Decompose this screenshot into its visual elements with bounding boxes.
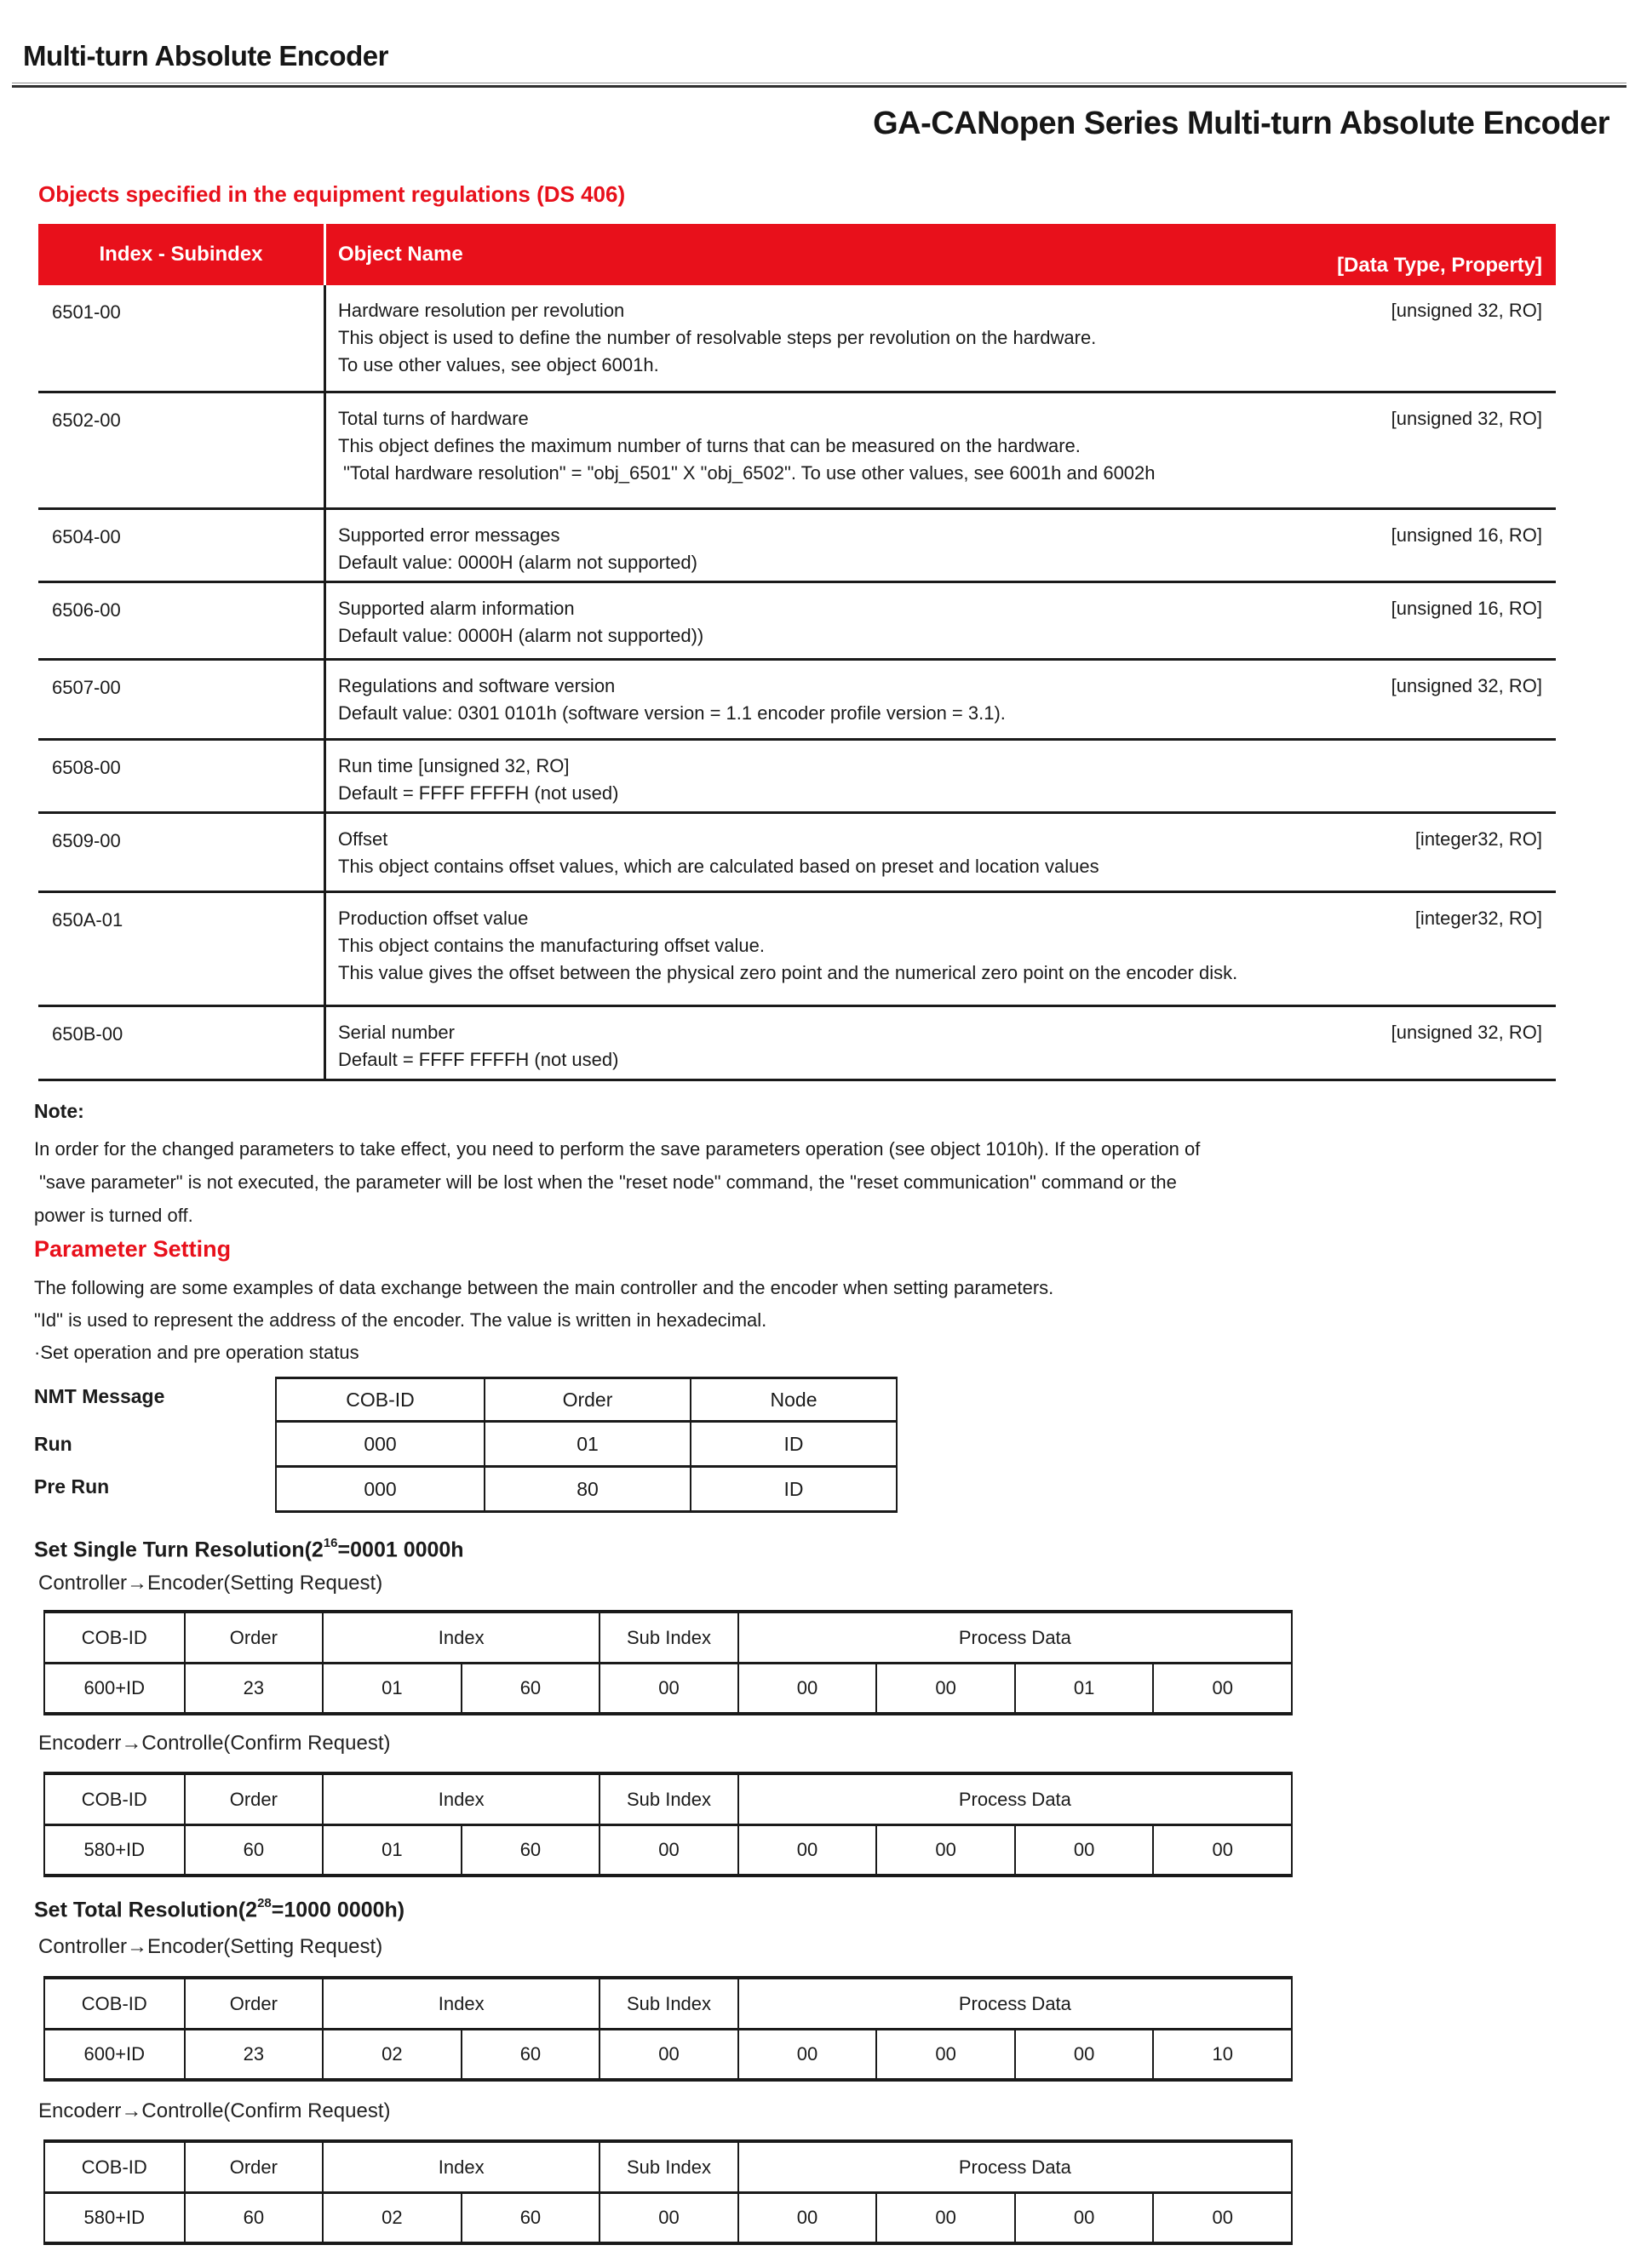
msg-header-cob-id: COB-ID: [45, 1613, 184, 1664]
msg-cell: 02: [322, 2194, 461, 2242]
msg-header-cob-id: COB-ID: [45, 1775, 184, 1826]
object-name: Regulations and software version: [338, 675, 616, 696]
object-body: [326, 1007, 1556, 1079]
msg-header-sub-index: Sub Index: [599, 1613, 737, 1664]
heading-superscript: 16: [323, 1536, 338, 1550]
object-name: Total turns of hardware: [338, 408, 529, 429]
heading-text: =1000 0000h): [271, 1898, 405, 1922]
object-type: [integer32, RO]: [1414, 908, 1542, 929]
object-body: [326, 741, 1556, 811]
msg-header-cob-id: COB-ID: [45, 1979, 184, 2030]
nmt-cell: ID: [690, 1420, 896, 1465]
object-body: [326, 285, 1556, 391]
msg-cell: 60: [461, 1826, 600, 1874]
msg-cell: 00: [1152, 1664, 1291, 1712]
column-header-data-type-property: [Data Type, Property]: [1337, 254, 1542, 277]
object-name: Supported error messages: [338, 524, 560, 546]
table-row: [38, 285, 1556, 391]
intro-line: "Id" is used to represent the address of the encoder. The value is written in hexadecimal.: [34, 1309, 767, 1331]
msg-header-sub-index: Sub Index: [599, 2143, 737, 2194]
object-body: [326, 893, 1556, 1005]
msg-cell: 00: [737, 1826, 876, 1874]
msg-cell: 60: [184, 2194, 323, 2242]
msg-cell: 00: [875, 2194, 1014, 2242]
object-index: 6509-00: [38, 814, 326, 891]
heading-text: Set Single Turn Resolution(2: [34, 1538, 324, 1562]
object-description: This object is used to define the number of resolvable steps per revolution on the hardware.: [338, 327, 1097, 348]
note-line: In order for the changed parameters to take effect, you need to perform the save parameters operation (see object 1010h). If the operation of: [34, 1138, 1201, 1160]
nmt-message-label: NMT Message: [34, 1385, 165, 1407]
object-description: Default value: 0000H (alarm not supported)): [338, 625, 704, 646]
nmt-cell: 000: [277, 1465, 484, 1510]
sdo-table-set-single-confirm: [43, 1772, 1293, 1877]
msg-cell: 60: [461, 2030, 600, 2078]
object-type: [unsigned 16, RO]: [1391, 598, 1542, 619]
object-description: "Total hardware resolution" = "obj_6501" X "obj_6502". To use other values, see 6001h and 6002h: [338, 462, 1156, 484]
object-name: Hardware resolution per revolution: [338, 300, 625, 321]
object-type: [unsigned 16, RO]: [1391, 524, 1542, 546]
msg-cell: 00: [1152, 2194, 1291, 2242]
column-header-object-name: Object Name: [338, 243, 463, 266]
msg-cell: 00: [737, 2030, 876, 2078]
title-rule: [12, 83, 1626, 88]
msg-header-index: Index: [322, 1979, 599, 2030]
msg-cell: 60: [184, 1826, 323, 1874]
msg-cell: 00: [875, 2030, 1014, 2078]
object-body: [326, 510, 1556, 581]
page-subtitle: GA-CANopen Series Multi-turn Absolute Encoder: [873, 106, 1609, 141]
object-index: 6501-00: [38, 285, 326, 391]
msg-cell: 00: [599, 1664, 737, 1712]
object-description: This object contains offset values, which are calculated based on preset and location values: [338, 856, 1099, 877]
intro-line: The following are some examples of data exchange between the main controller and the encoder when setting parameters.: [34, 1277, 1054, 1298]
table-row: [38, 811, 1556, 891]
note-label: Note:: [34, 1100, 84, 1122]
msg-cell: 01: [322, 1664, 461, 1712]
msg-header-process-data: Process Data: [737, 1613, 1291, 1664]
object-index: 6502-00: [38, 393, 326, 507]
parameter-setting-heading: Parameter Setting: [34, 1236, 232, 1262]
object-description: This value gives the offset between the physical zero point and the numerical zero point on the encoder disk.: [338, 962, 1238, 983]
msg-header-index: Index: [322, 1613, 599, 1664]
object-name: Offset: [338, 828, 388, 850]
msg-cell: 01: [1014, 1664, 1153, 1712]
msg-cell: 00: [1014, 2030, 1153, 2078]
nmt-section: [34, 1377, 971, 1521]
msg-cell: 580+ID: [83, 1839, 146, 1860]
object-body: [326, 393, 1556, 507]
table-row: [38, 581, 1556, 658]
object-description: Default value: 0301 0101h (software version = 1.1 encoder profile version = 3.1).: [338, 702, 1006, 724]
nmt-header-cob-id: COB-ID: [346, 1388, 415, 1411]
object-description: Default value: 0000H (alarm not supported): [338, 552, 697, 573]
table-row: [38, 738, 1556, 811]
msg-cell: 00: [599, 1826, 737, 1874]
msg-cell: 00: [875, 1664, 1014, 1712]
msg-header-cob-id: COB-ID: [45, 2143, 184, 2194]
msg-header-process-data: Process Data: [737, 1775, 1291, 1826]
nmt-cell: ID: [690, 1465, 896, 1510]
single-turn-resolution-heading: [34, 1538, 464, 1562]
msg-cell: 02: [322, 2030, 461, 2078]
msg-cell: 23: [184, 1664, 323, 1712]
objects-table-header: [38, 224, 1556, 285]
total-resolution-heading: [34, 1898, 404, 1922]
sdo-table-set-total-request: [43, 1976, 1293, 2082]
msg-header-order: Order: [184, 1979, 323, 2030]
msg-header-sub-index: Sub Index: [599, 1979, 737, 2030]
object-body: [326, 814, 1556, 891]
nmt-table: [275, 1377, 898, 1513]
object-index: 650A-01: [38, 893, 326, 1005]
object-type: [unsigned 32, RO]: [1391, 300, 1542, 321]
object-description: This object defines the maximum number of turns that can be measured on the hardware.: [338, 435, 1081, 456]
object-type: [integer32, RO]: [1414, 828, 1542, 850]
nmt-cell: 80: [484, 1465, 690, 1510]
note-section: [34, 1100, 1609, 1232]
parameter-intro: [34, 1272, 1053, 1369]
table-row: [38, 1005, 1556, 1079]
objects-table: [38, 224, 1556, 1081]
msg-header-order: Order: [184, 2143, 323, 2194]
msg-header-sub-index: Sub Index: [599, 1775, 737, 1826]
note-line: "save parameter" is not executed, the parameter will be lost when the "reset node" command, the "reset communication" command or the: [34, 1171, 1177, 1193]
msg-cell: 600+ID: [83, 1677, 146, 1698]
sdo-table-set-total-confirm: [43, 2139, 1293, 2245]
nmt-header-order: Order: [484, 1379, 690, 1420]
nmt-header-node: Node: [690, 1379, 896, 1420]
msg-cell: 00: [1014, 2194, 1153, 2242]
object-body: [326, 583, 1556, 658]
object-index: 6507-00: [38, 661, 326, 738]
object-name: Production offset value: [338, 908, 529, 929]
object-description: To use other values, see object 6001h.: [338, 354, 659, 375]
msg-header-process-data: Process Data: [737, 2143, 1291, 2194]
objects-section-heading: Objects specified in the equipment regulations (DS 406): [38, 181, 626, 207]
object-type: [unsigned 32, RO]: [1391, 1022, 1542, 1043]
msg-cell: 00: [599, 2194, 737, 2242]
object-type: [unsigned 32, RO]: [1391, 408, 1542, 429]
msg-header-index: Index: [322, 1775, 599, 1826]
msg-cell: 60: [461, 2194, 600, 2242]
msg-header-index: Index: [322, 2143, 599, 2194]
msg-header-process-data: Process Data: [737, 1979, 1291, 2030]
pre-run-label: Pre Run: [34, 1475, 110, 1498]
column-header-index-subindex: Index - Subindex: [38, 224, 326, 285]
object-name: Supported alarm information: [338, 598, 575, 619]
object-index: 6508-00: [38, 741, 326, 811]
nmt-cell: 01: [484, 1420, 690, 1465]
heading-text: Set Total Resolution(2: [34, 1898, 258, 1922]
heading-superscript: 28: [257, 1896, 272, 1910]
object-index: 6504-00: [38, 510, 326, 581]
object-description: This object contains the manufacturing offset value.: [338, 935, 765, 956]
table-row: [38, 507, 1556, 581]
msg-header-order: Order: [184, 1613, 323, 1664]
msg-cell: 00: [875, 1826, 1014, 1874]
msg-cell: 23: [184, 2030, 323, 2078]
msg-cell: 600+ID: [83, 2043, 146, 2065]
object-description: Default = FFFF FFFFH (not used): [338, 782, 619, 804]
note-line: power is turned off.: [34, 1205, 193, 1226]
object-type: [unsigned 32, RO]: [1391, 675, 1542, 696]
object-name: Serial number: [338, 1022, 455, 1043]
msg-cell: 60: [461, 1664, 600, 1712]
encoder-to-controller-label: Encoderr→Controlle(Confirm Request): [38, 1732, 391, 1755]
sdo-table-set-single-request: [43, 1610, 1293, 1715]
msg-cell: 00: [599, 2030, 737, 2078]
encoder-to-controller-label: Encoderr→Controlle(Confirm Request): [38, 2099, 391, 2122]
object-index: 650B-00: [38, 1007, 326, 1079]
bullet-set-operation: ·Set operation and pre operation status: [34, 1342, 359, 1363]
object-body: [326, 661, 1556, 738]
msg-header-order: Order: [184, 1775, 323, 1826]
run-label: Run: [34, 1433, 72, 1455]
msg-cell: 00: [737, 1664, 876, 1712]
msg-cell: 00: [737, 2194, 876, 2242]
object-description: Default = FFFF FFFFH (not used): [338, 1049, 619, 1070]
table-row: [38, 658, 1556, 738]
object-name: Run time [unsigned 32, RO]: [338, 755, 570, 776]
controller-to-encoder-label: Controller→Encoder(Setting Request): [38, 1935, 383, 1958]
table-row: [38, 891, 1556, 1005]
msg-cell: 00: [1152, 1826, 1291, 1874]
msg-cell: 10: [1152, 2030, 1291, 2078]
msg-cell: 580+ID: [83, 2207, 146, 2228]
object-index: 6506-00: [38, 583, 326, 658]
heading-text: =0001 0000h: [337, 1538, 464, 1562]
msg-cell: 01: [322, 1826, 461, 1874]
nmt-cell: 000: [277, 1420, 484, 1465]
controller-to-encoder-label: Controller→Encoder(Setting Request): [38, 1572, 383, 1595]
table-row: [38, 391, 1556, 507]
page-title: Multi-turn Absolute Encoder: [23, 40, 388, 72]
msg-cell: 00: [1014, 1826, 1153, 1874]
